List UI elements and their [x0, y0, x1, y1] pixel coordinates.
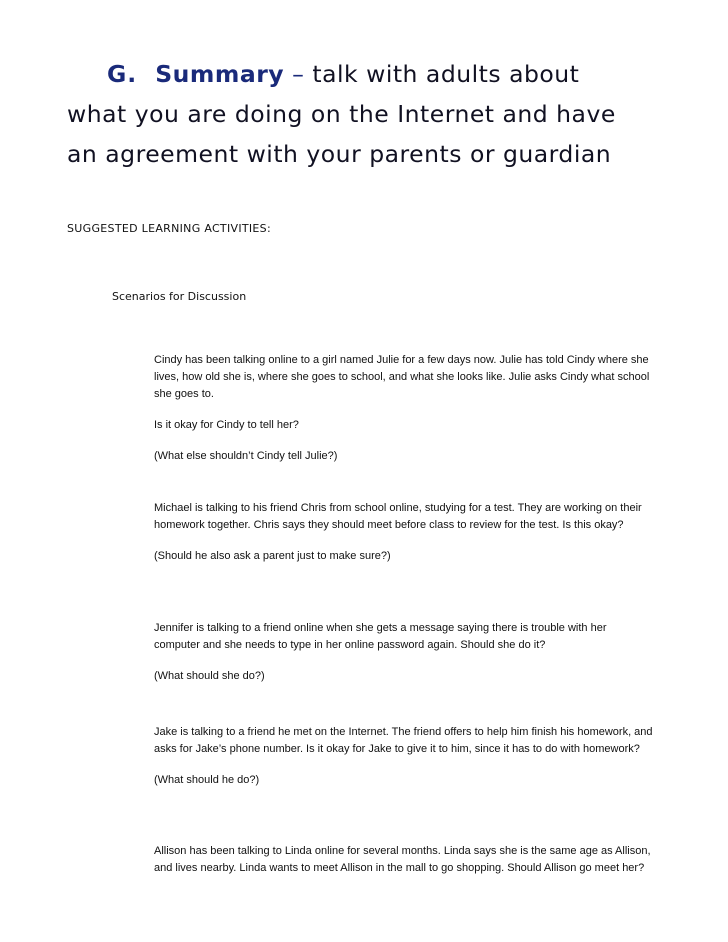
scenario-cindy: [154, 352, 654, 479]
heading-letter: G.: [107, 60, 138, 88]
heading-line-1-text: talk with adults about: [312, 60, 580, 88]
scenario-followup: (Should he also ask a parent just to make sure?): [154, 550, 391, 562]
scenario-text: Jennifer is talking to a friend online when she gets a message saying there is trouble with her computer and she needs to type in her online password again. Should she do it?: [154, 622, 607, 651]
section-heading: [67, 54, 687, 174]
scenario-jake: [154, 724, 654, 803]
activities-label: SUGGESTED LEARNING ACTIVITIES:: [67, 222, 271, 235]
heading-title: Summary: [155, 60, 285, 88]
scenario-question: Is it okay for Cindy to tell her?: [154, 419, 299, 431]
scenarios-subheading: Scenarios for Discussion: [112, 290, 247, 303]
scenario-jennifer: [154, 620, 654, 699]
heading-line-1: [67, 54, 687, 94]
heading-dash: –: [292, 60, 305, 88]
scenario-allison: [154, 843, 654, 891]
heading-line-3: an agreement with your parents or guardian: [67, 140, 612, 168]
scenario-followup: (What else shouldn’t Cindy tell Julie?): [154, 450, 338, 462]
heading-line-2: what you are doing on the Internet and have: [67, 100, 616, 128]
scenario-text: Jake is talking to a friend he met on the Internet. The friend offers to help him finish his homework, and asks for Jake’s phone number. Is it okay for Jake to give it to him, since it has to do with homework?: [154, 726, 653, 755]
scenario-text: Allison has been talking to Linda online for several months. Linda says she is the same age as Allison, and lives nearby. Linda wants to meet Allison in the mall to go shopping. Should Allison go meet her?: [154, 845, 651, 874]
scenario-text: Cindy has been talking online to a girl named Julie for a few days now. Julie has told Cindy where she lives, how old she is, where she goes to school, and what she looks like. Julie asks Cindy what school she goes to.: [154, 354, 650, 400]
scenario-michael: [154, 500, 654, 579]
scenario-followup: (What should he do?): [154, 774, 260, 786]
scenario-text: Michael is talking to his friend Chris from school online, studying for a test. They are working on their homework together. Chris says they should meet before class to review for the test. Is this okay?: [154, 502, 642, 531]
scenario-followup: (What should she do?): [154, 670, 265, 682]
